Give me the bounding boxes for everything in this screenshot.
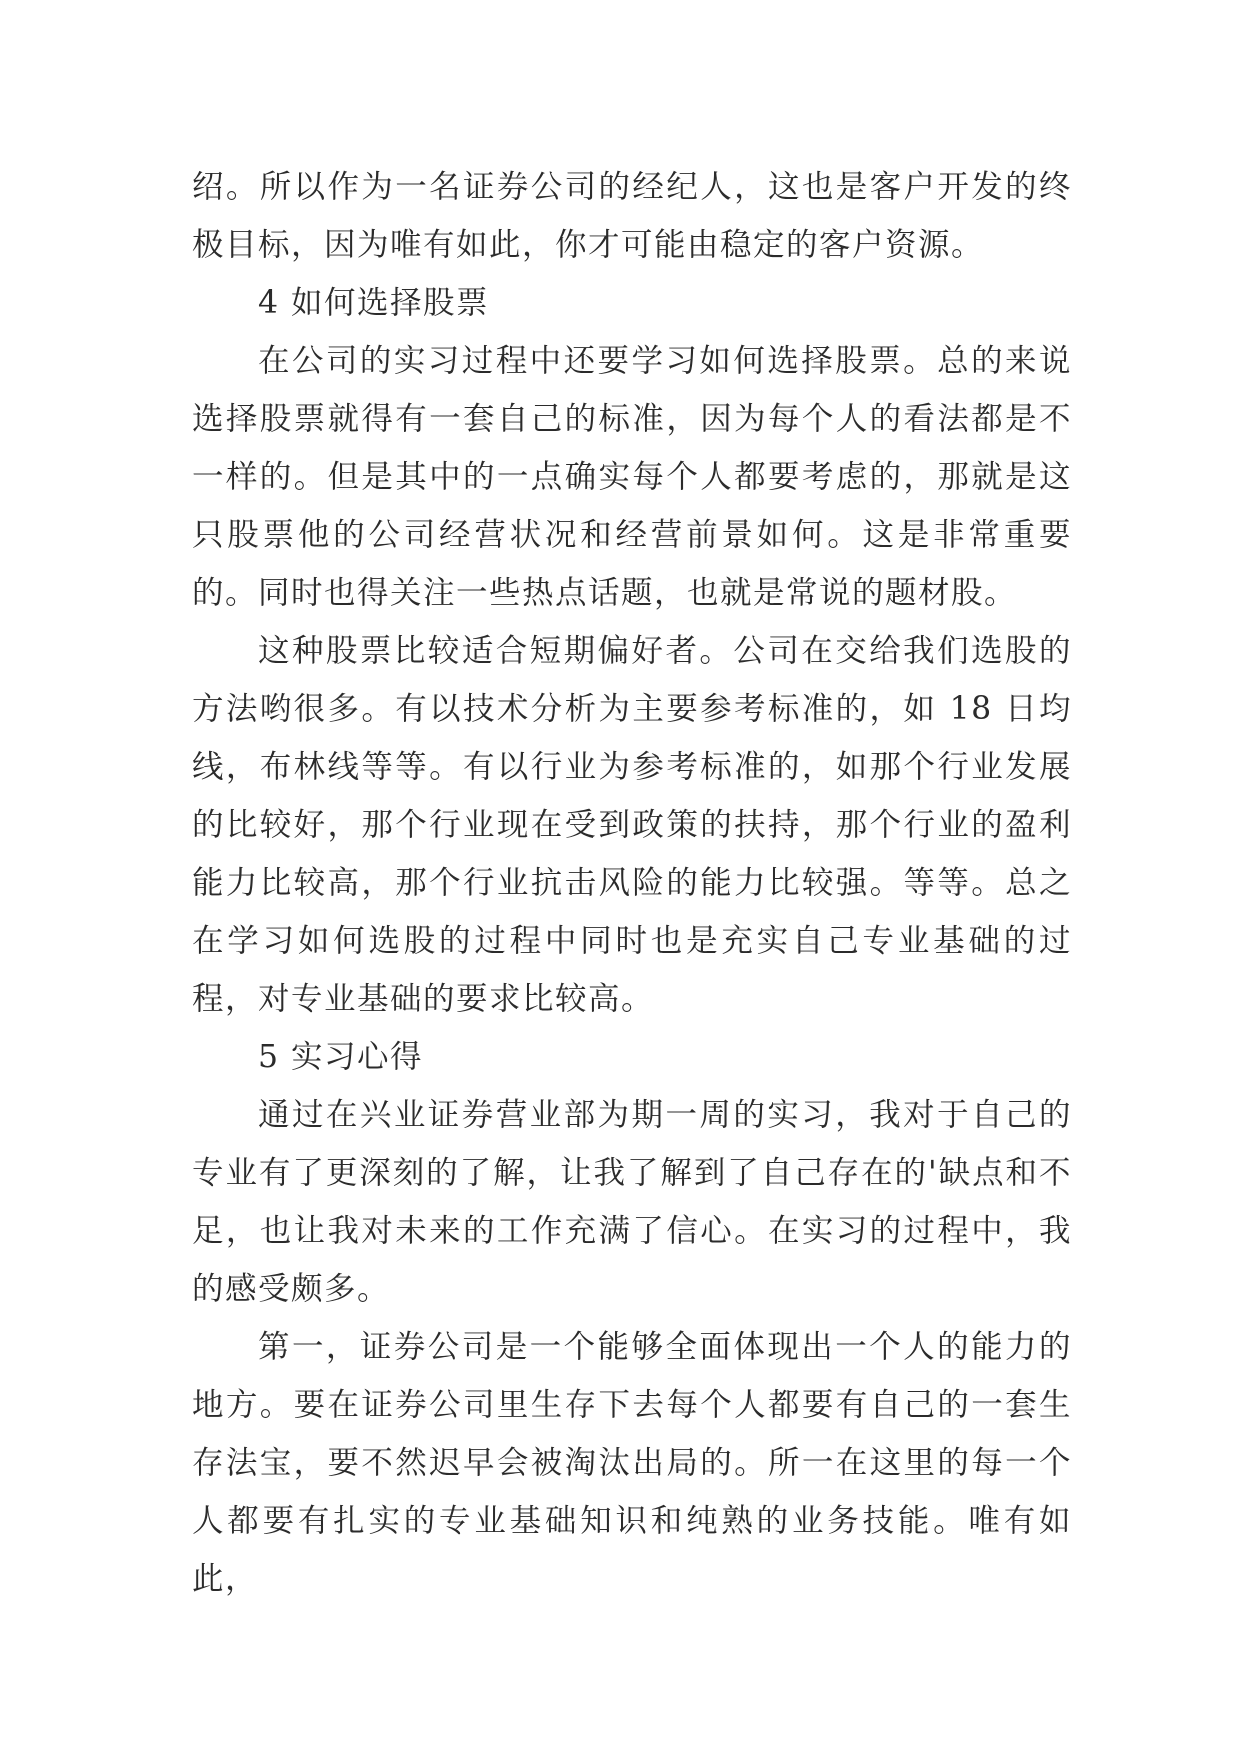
paragraph-internship-summary: 通过在兴业证券营业部为期一周的实习，我对于自己的专业有了更深刻的了解，让我了解到了自己存在的'缺点和不足，也让我对未来的工作充满了信心。在实习的过程中，我的感受颇多。 [192, 1097, 1072, 1307]
document-body [192, 158, 1072, 1608]
paragraph-stock-selection: 在公司的实习过程中还要学习如何选择股票。总的来说选择股票就得有一套自己的标准，因为每个人的看法都是不一样的。但是其中的一点确实每个人都要考虑的，那就是这只股票他的公司经营状况和经营前景如何。这是非常重要的。同时也得关注一些热点话题，也就是常说的题材股。 [192, 343, 1072, 611]
paragraph-selection-methods: 这种股票比较适合短期偏好者。公司在交给我们选股的方法哟很多。有以技术分析为主要参考标准的，如 18 日均线，布林线等等。有以行业为参考标准的，如那个行业发展的比较好，那个行业现在受到政策的扶持，那个行业的盈利能力比较高，那个行业抗击风险的能力比较强。等等。总之在学习如何选股的过程中同时也是充实自己专业基础的过程，对专业基础的要求比较高。 [192, 633, 1072, 1017]
section-heading-stock-selection: 4 如何选择股票 [258, 285, 490, 321]
paragraph-first-point: 第一，证券公司是一个能够全面体现出一个人的能力的地方。要在证券公司里生存下去每个人都要有自己的一套生存法宝，要不然迟早会被淘汰出局的。所一在这里的每一个人都要有扎实的专业基础知识和纯熟的业务技能。唯有如此， [192, 1329, 1072, 1597]
paragraph-continuation: 绍。所以作为一名证券公司的经纪人，这也是客户开发的终极目标，因为唯有如此，你才可能由稳定的客户资源。 [192, 169, 1072, 263]
section-heading-internship-reflection: 5 实习心得 [258, 1039, 424, 1075]
